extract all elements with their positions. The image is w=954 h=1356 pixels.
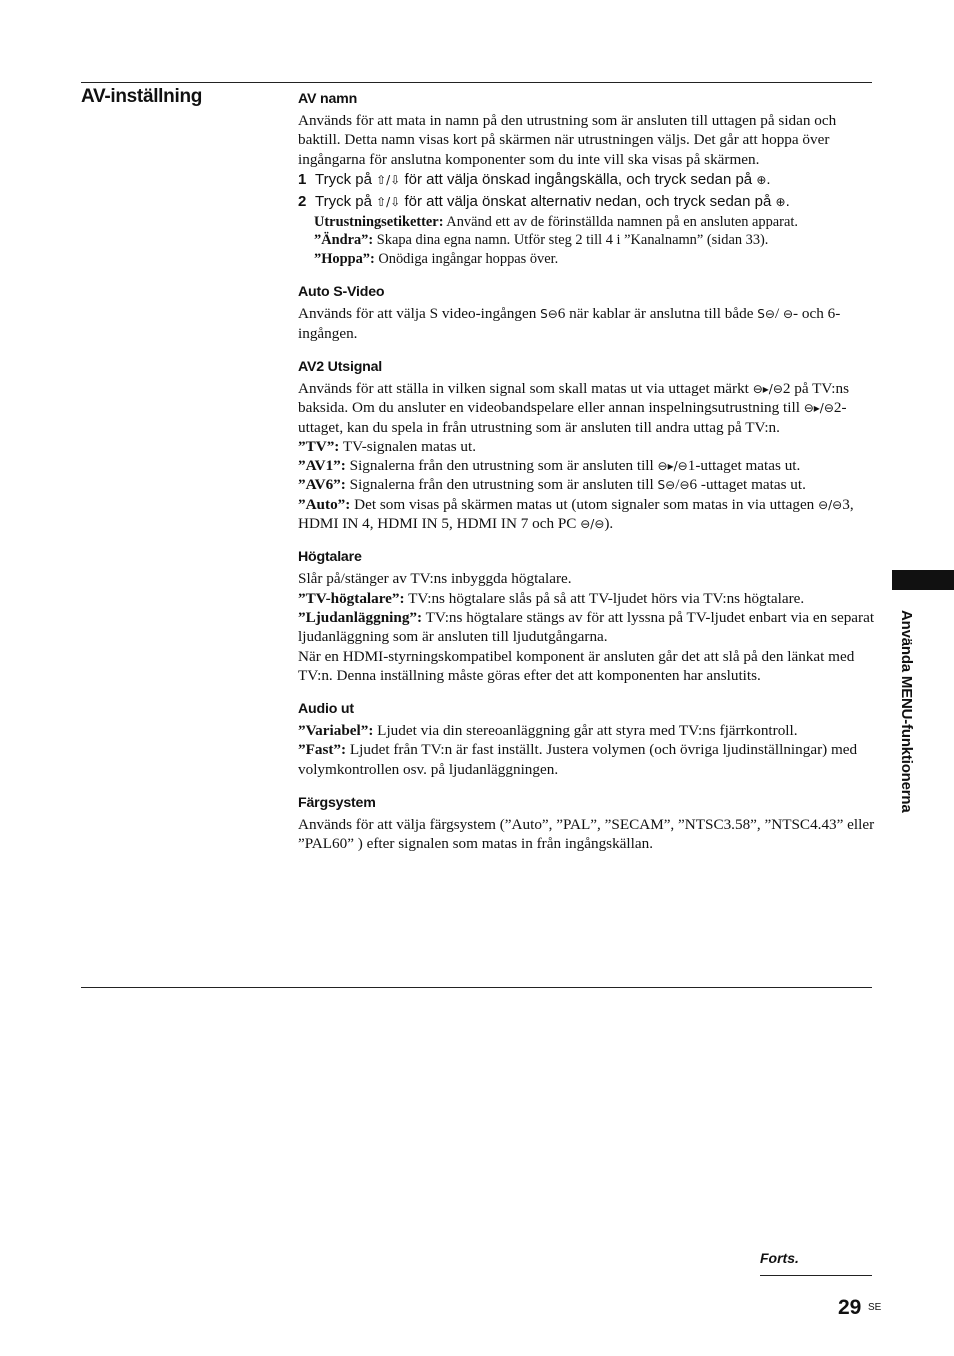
auto-svideo-text: Används för att välja S video-ingången S⊖6 när kablar är anslutna till både S⊖/ ⊖- och 6-ingången. (298, 305, 841, 342)
svideo-input-icon: S⊖ (757, 307, 775, 322)
fargsystem-text: Används för att välja färgsystem (”Auto”, ”PAL”, ”SECAM”, ”NTSC3.58”, ”NTSC4.43” eller ”PAL60” ) efter signalen som matas in från ingångskällan. (298, 816, 875, 853)
option-hoppa: ”Hoppa”: Onödiga ingångar hoppas över. (314, 250, 559, 267)
step-number: 2 (298, 192, 307, 210)
input-output-icon: ⊖▸/⊖ (803, 401, 834, 416)
option-tv-hogtalare: ”TV-högtalare”: TV:ns högtalare slås på så att TV-ljudet hörs via TV:ns högtalare. (298, 589, 805, 607)
option-variabel: ”Variabel”: Ljudet via din stereoanläggning går att styra med TV:ns fjärrkontroll. (298, 722, 798, 740)
option-fast: ”Fast”: Ljudet från TV:n är fast inställt. Justera volymen (och övriga ljudinställningar) med volymkontrollen osv. på ljudanläggningen. (298, 741, 858, 778)
pc-input-icon: ⊖/⊖ (580, 517, 605, 532)
chapter-side-label: Använda MENU-funktionerna (898, 610, 915, 813)
option-utrustningsetiketter: Utrustningsetiketter: Använd ett av de förinställda namnen på en ansluten apparat. (314, 213, 798, 230)
option-auto: ”Auto”: Det som visas på skärmen matas ut (utom signaler som matas in via uttagen ⊖/⊖3, HDMI IN 4, HDMI IN 5, HDMI IN 7 och PC ⊖/⊖). (298, 495, 854, 533)
option-av1: ”AV1”: Signalerna från den utrustning som är ansluten till ⊖▸/⊖1-uttaget matas ut. (298, 457, 801, 475)
option-tv: ”TV”: TV-signalen matas ut. (298, 437, 477, 455)
svideo-input-icon: S⊖ (657, 478, 676, 493)
hogtalare-note: När en HDMI-styrningskompatibel komponent är ansluten går det att slå på den länkat med TV:n. Denna inställning måste göras efter det att komponenten har anslutits. (298, 647, 855, 684)
step-number: 1 (298, 170, 307, 188)
option-andra: ”Ändra”: Skapa dina egna namn. Utför steg 2 till 4 i ”Kanalnamn” (sidan 33). (314, 232, 769, 249)
up-down-arrow-icon: ⇧/⇩ (376, 172, 401, 187)
option-av6: ”AV6”: Signalerna från den utrustning som är ansluten till S⊖/⊖6 -uttaget matas ut. (298, 476, 806, 494)
option-ljudanlaggning: ”Ljudanläggning”: TV:ns högtalare stängs av för att lyssna på TV-ljudet enbart via en separat ljudanläggning som är ansluten till ljudutgångarna. (298, 608, 875, 646)
heading-av2-utsignal: AV2 Utsignal (298, 358, 383, 375)
av-namn-options (298, 213, 876, 269)
up-down-arrow-icon: ⇧/⇩ (376, 194, 401, 209)
step-text: Tryck på ⇧/⇩ för att välja önskat alternativ nedan, och tryck sedan på ⊕. (315, 192, 790, 210)
section-title: AV-inställning (81, 86, 203, 107)
page-language-suffix: SE (868, 1302, 882, 1313)
step-2 (298, 191, 876, 213)
heading-fargsystem: Färgsystem (298, 795, 376, 812)
input-output-icon: ⊖▸/⊖ (657, 459, 688, 474)
continued-label: Forts. (760, 1250, 799, 1266)
heading-audio-ut: Audio ut (298, 701, 354, 718)
block-fargsystem (298, 794, 876, 854)
block-audio-ut (298, 700, 876, 779)
content-column (298, 90, 876, 869)
video-input-icon: ⊖ (679, 478, 690, 493)
bottom-rule (81, 987, 872, 988)
heading-auto-svideo: Auto S-Video (298, 284, 385, 301)
block-hogtalare (298, 548, 876, 685)
input-output-icon: ⊖▸/⊖ (752, 381, 783, 396)
heading-hogtalare: Högtalare (298, 549, 362, 566)
continued-rule (760, 1275, 872, 1276)
heading-av-namn: AV namn (298, 91, 358, 107)
av-namn-intro: Används för att mata in namn på den utrustning som är ansluten till uttagen på sidan och baktill. Detta namn visas kort på skärmen när utrustningen väljs. Det går att hoppa över ingångarna för anslutna komponenter som du inte vill ska visas på skärmen. (298, 112, 837, 168)
page-number: 29 (838, 1296, 862, 1319)
svideo-input-icon: S⊖ (540, 307, 558, 322)
hogtalare-intro: Slår på/stänger av TV:ns inbyggda högtalare. (298, 570, 572, 588)
top-rule (81, 82, 872, 83)
enter-button-icon: ⊕ (756, 172, 767, 187)
video-input-icon: ⊖ (782, 307, 794, 322)
step-text: Tryck på ⇧/⇩ för att välja önskad ingångskälla, och tryck sedan på ⊕. (315, 170, 771, 188)
enter-button-icon: ⊕ (775, 194, 786, 209)
av2-intro: Används för att ställa in vilken signal som skall matas ut via uttaget märkt ⊖▸/⊖2 på TV:ns baksida. Om du ansluter en videobandspelare eller annan inspelningsutrustning till ⊖▸/⊖2-uttaget, kan du spela in från utrustning som är ansluten till andra uttag på TV:n. (298, 379, 849, 436)
block-auto-svideo (298, 283, 876, 343)
input-icon: ⊖/⊖ (818, 497, 843, 512)
block-av2-utsignal (298, 358, 876, 533)
chapter-tab-marker (892, 570, 954, 590)
step-1 (298, 169, 876, 191)
block-av-namn (298, 90, 876, 268)
